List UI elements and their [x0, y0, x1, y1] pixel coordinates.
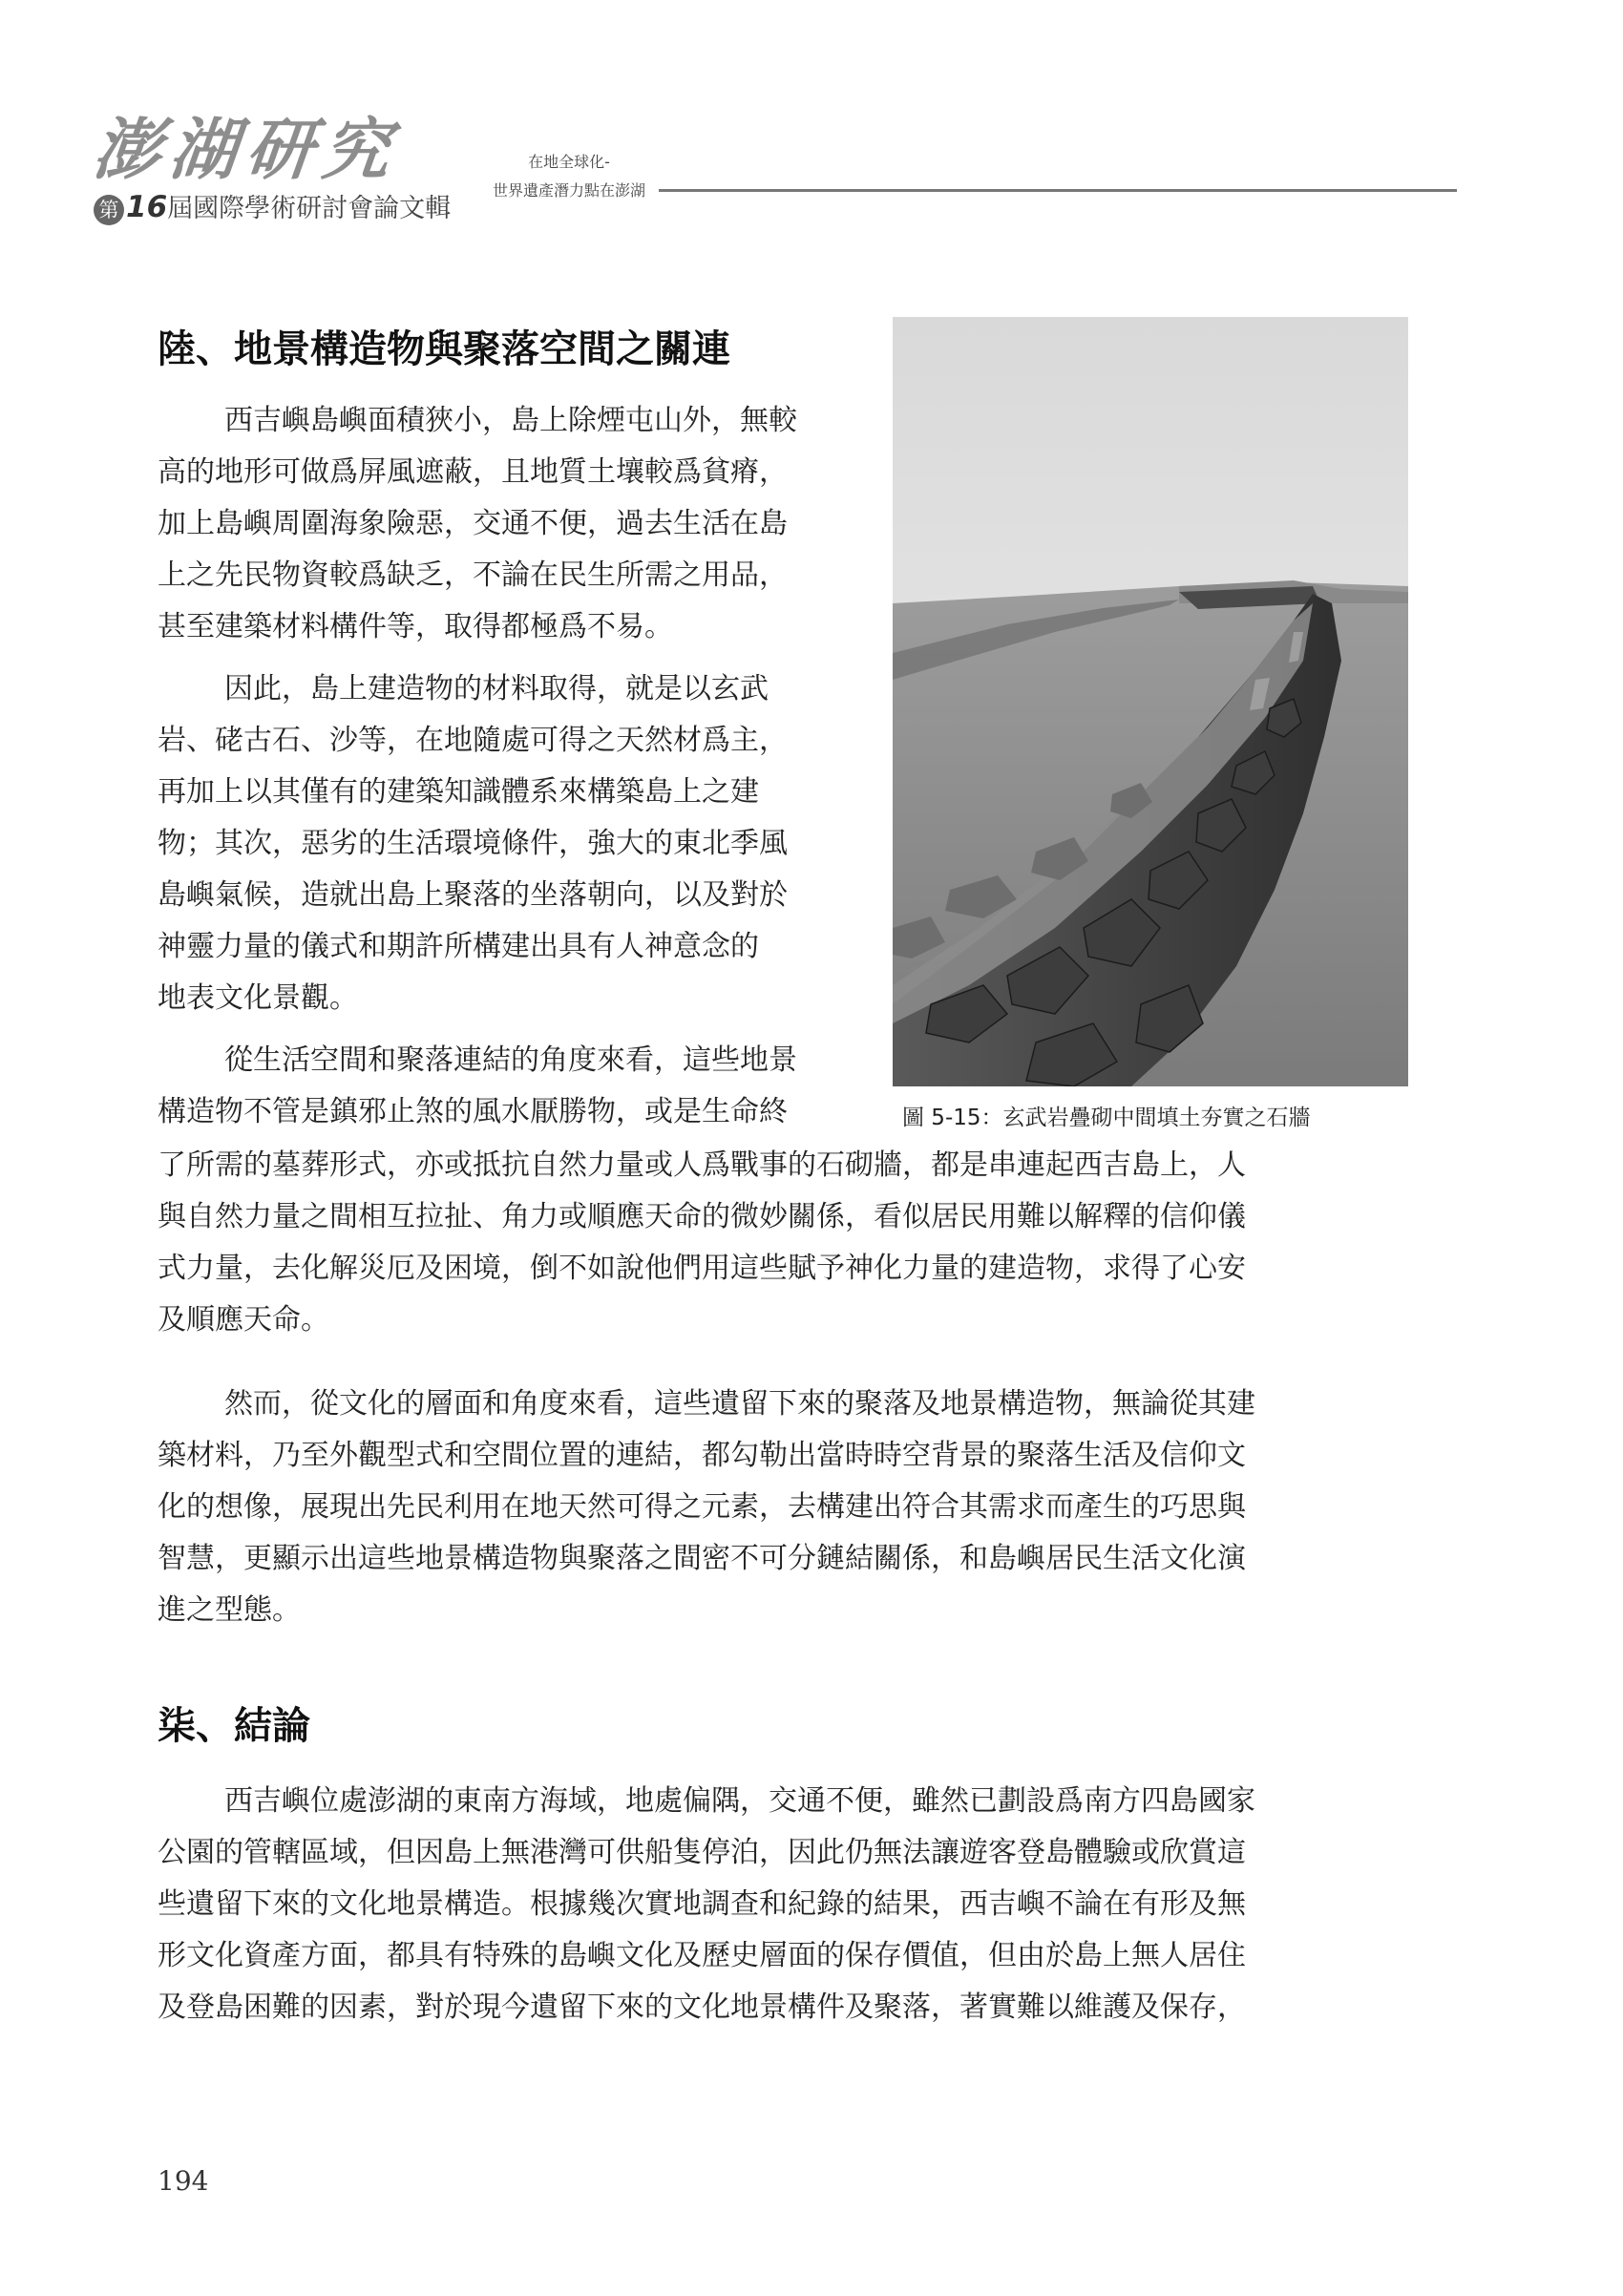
section-6-paragraph-3-full — [158, 1140, 1437, 1346]
section-6-paragraph-1 — [158, 395, 869, 653]
text-line: 西吉嶼位處澎湖的東南方海域，地處偏隅，交通不便，雖然已劃設爲南方四島國家 — [224, 1784, 1255, 1818]
conference-tagline — [454, 148, 684, 205]
text-line: 神靈力量的儀式和期許所構建出具有人神意念的 — [158, 930, 759, 963]
edition-suffix: 屆國際學術研討會論文輯 — [167, 194, 452, 223]
text-line: 公園的管轄區域，但因島上無港灣可供船隻停泊，因此仍無法讓遊客登島體驗或欣賞這 — [158, 1836, 1246, 1869]
text-line: 然而，從文化的層面和角度來看，這些遺留下來的聚落及地景構造物，無論從其建 — [224, 1387, 1255, 1421]
text-line: 物；其次，惡劣的生活環境條件，強大的東北季風 — [158, 827, 788, 860]
text-line: 從生活空間和聚落連結的角度來看，這些地景 — [224, 1043, 797, 1077]
section-6-paragraph-3-left — [158, 1035, 869, 1138]
text-line: 形文化資產方面，都具有特殊的島嶼文化及歷史層面的保存價值，但由於島上無人居住 — [158, 1939, 1246, 1972]
tagline-line-2: 世界遺產潛力點在澎湖 — [492, 181, 645, 200]
text-line: 及順應天命。 — [158, 1303, 329, 1337]
text-line: 智慧，更顯示出這些地景構造物與聚落之間密不可分鏈結關係，和島嶼居民生活文化演 — [158, 1542, 1246, 1575]
text-line: 化的想像，展現出先民利用在地天然可得之元素，去構建出符合其需求而產生的巧思與 — [158, 1490, 1246, 1524]
edition-number: 16 — [126, 190, 168, 224]
text-line: 地表文化景觀。 — [158, 981, 358, 1015]
page-number: 194 — [158, 2165, 209, 2197]
text-line: 上之先民物資較爲缺乏，不論在民生所需之用品， — [158, 558, 788, 592]
tagline-line-1: 在地全球化- — [528, 153, 610, 171]
edition-prefix: 第 — [94, 195, 124, 225]
text-line: 構造物不管是鎮邪止煞的風水厭勝物，或是生命終 — [158, 1095, 788, 1128]
text-line: 加上島嶼周圍海象險惡，交通不便，過去生活在島 — [158, 507, 788, 540]
section-6-paragraph-4 — [158, 1379, 1437, 1636]
text-line: 及登島困難的因素，對於現今遺留下來的文化地景構件及聚落，著實難以維護及保存， — [158, 1991, 1246, 2024]
section-6-heading: 陸、地景構造物與聚落空間之關連 — [158, 326, 730, 371]
text-line: 高的地形可做爲屏風遮蔽，且地質土壤較爲貧瘠， — [158, 455, 788, 489]
text-line: 式力量，去化解災厄及困境，倒不如說他們用這些賦予神化力量的建造物，求得了心安 — [158, 1252, 1246, 1285]
section-7-heading: 柒、結論 — [158, 1703, 310, 1748]
text-line: 與自然力量之間相互拉扯、角力或順應天命的微妙關係，看似居民用難以解釋的信仰儀 — [158, 1200, 1246, 1233]
text-line: 岩、硓古石、沙等，在地隨處可得之天然材爲主， — [158, 724, 788, 757]
edition-label — [94, 191, 451, 225]
header-divider — [659, 189, 1457, 192]
text-line: 因此，島上建造物的材料取得，就是以玄武 — [224, 672, 769, 706]
section-7-paragraph-1 — [158, 1776, 1437, 2033]
figure-caption: 圖 5-15：玄武岩疊砌中間填土夯實之石牆 — [902, 1106, 1311, 1130]
journal-brand — [89, 107, 456, 224]
text-line: 西吉嶼島嶼面積狹小，島上除煙屯山外，無較 — [224, 404, 797, 437]
text-line: 再加上以其僅有的建築知識體系來構築島上之建 — [158, 775, 759, 809]
text-line: 了所需的墓葬形式，亦或抵抗自然力量或人爲戰事的石砌牆，都是串連起西吉島上，人 — [158, 1148, 1246, 1182]
text-line: 甚至建築材料構件等，取得都極爲不易。 — [158, 610, 673, 643]
text-line: 島嶼氣候，造就出島上聚落的坐落朝向，以及對於 — [158, 878, 788, 912]
text-line: 進之型態。 — [158, 1593, 301, 1627]
journal-title: 澎湖研究 — [89, 110, 404, 189]
figure-photo-stone-wall — [893, 317, 1408, 1086]
text-line: 築材料，乃至外觀型式和空間位置的連結，都勾勒出當時時空背景的聚落生活及信仰文 — [158, 1439, 1246, 1472]
text-line: 些遺留下來的文化地景構造。根據幾次實地調查和紀錄的結果，西吉嶼不論在有形及無 — [158, 1887, 1246, 1921]
section-6-paragraph-2 — [158, 664, 869, 1024]
